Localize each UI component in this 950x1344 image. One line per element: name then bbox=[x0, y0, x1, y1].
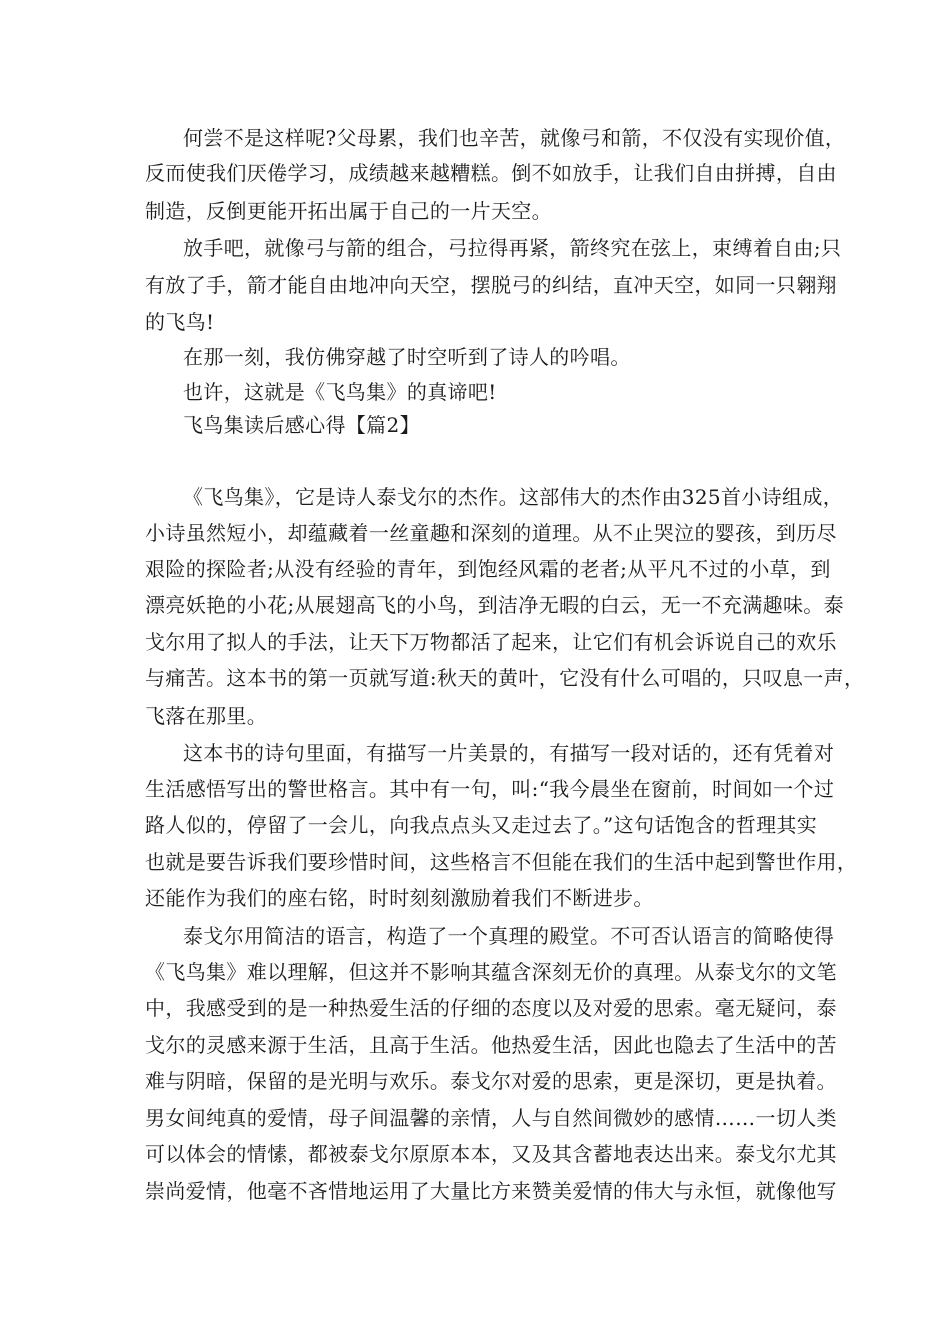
text-line: 何尝不是这样呢?父母累，我们也辛苦，就像弓和箭，不仅没有实现价值， bbox=[183, 126, 846, 150]
text-line: 放手吧，就像弓与箭的组合，弓拉得再紧，箭终究在弦上，束缚着自由;只 bbox=[183, 236, 842, 260]
text-line: 这本书的诗句里面，有描写一片美景的，有描写一段对话的，还有凭着对 bbox=[183, 741, 835, 765]
text-line: 路人似的，停留了一会儿，向我点点头又走过去了。”这句话饱含的哲理其实 bbox=[145, 813, 818, 837]
text-line: 漂亮妖艳的小花;从展翅高飞的小鸟，到洁净无暇的白云，无一不充满趣味。泰 bbox=[145, 593, 844, 617]
text-line: 制造，反倒更能开拓出属于自己的一片天空。 bbox=[145, 199, 552, 223]
text-line: 飞落在那里。 bbox=[145, 704, 268, 728]
text-line: 还能作为我们的座右铭，时时刻刻激励着我们不断进步。 bbox=[145, 886, 654, 910]
text-line: 小诗虽然短小，却蕴藏着一丝童趣和深刻的道理。从不止哭泣的婴孩，到历尽 bbox=[145, 521, 837, 545]
text-line: 中，我感受到的是一种热爱生活的仔细的态度以及对爱的思索。毫无疑问，泰 bbox=[145, 996, 837, 1020]
text-line: 难与阴暗，保留的是光明与欢乐。泰戈尔对爱的思索，更是深切，更是执着。 bbox=[145, 1069, 837, 1093]
text-line: 与痛苦。这本书的第一页就写道:秋天的黄叶，它没有什么可唱的，只叹息一声， bbox=[145, 666, 865, 690]
text-line: 在那一刻，我仿佛穿越了时空听到了诗人的吟唱。 bbox=[183, 345, 631, 369]
text-line: 戈尔的灵感来源于生活，且高于生活。他热爱生活，因此也隐去了生活中的苦 bbox=[145, 1033, 837, 1057]
text-line: 泰戈尔用简洁的语言，构造了一个真理的殿堂。不可否认语言的简略使得 bbox=[183, 924, 835, 948]
text-line: 反而使我们厌倦学习，成绩越来越糟糕。倒不如放手，让我们自由拼搏，自由 bbox=[145, 161, 837, 185]
text-line: 也就是要告诉我们要珍惜时间，这些格言不但能在我们的生活中起到警世作用， bbox=[145, 850, 858, 874]
text-line: 男女间纯真的爱情，母子间温馨的亲情，人与自然间微妙的感情……一切人类 bbox=[145, 1106, 837, 1130]
text-line: 也许，这就是《飞鸟集》的真谛吧! bbox=[183, 380, 497, 404]
text-line: 生活感悟写出的警世格言。其中有一句，叫:“我今晨坐在窗前，时间如一个过 bbox=[145, 777, 835, 801]
text-line: 崇尚爱情，他毫不吝惜地运用了大量比方来赞美爱情的伟大与永恒，就像他写 bbox=[145, 1179, 837, 1203]
text-line: 的飞鸟! bbox=[145, 310, 215, 334]
text-line: 戈尔用了拟人的手法，让天下万物都活了起来，让它们有机会诉说自己的欢乐 bbox=[145, 630, 837, 654]
text-line: 《飞鸟集》难以理解，但这并不影响其蕴含深刻无价的真理。从泰戈尔的文笔 bbox=[145, 960, 837, 984]
text-line: 《飞鸟集》，它是诗人泰戈尔的杰作。这部伟大的杰作由325首小诗组成， bbox=[183, 485, 844, 509]
section-heading: 飞鸟集读后感心得【篇2】 bbox=[183, 413, 420, 437]
text-line: 艰险的探险者;从没有经验的青年，到饱经风霜的老者;从平凡不过的小草，到 bbox=[145, 557, 831, 581]
text-line: 可以体会的情愫，都被泰戈尔原原本本，又及其含蓄地表达出来。泰戈尔尤其 bbox=[145, 1142, 837, 1166]
text-line: 有放了手，箭才能自由地冲向天空，摆脱弓的纠结，直冲天空，如同一只翱翔 bbox=[145, 273, 837, 297]
